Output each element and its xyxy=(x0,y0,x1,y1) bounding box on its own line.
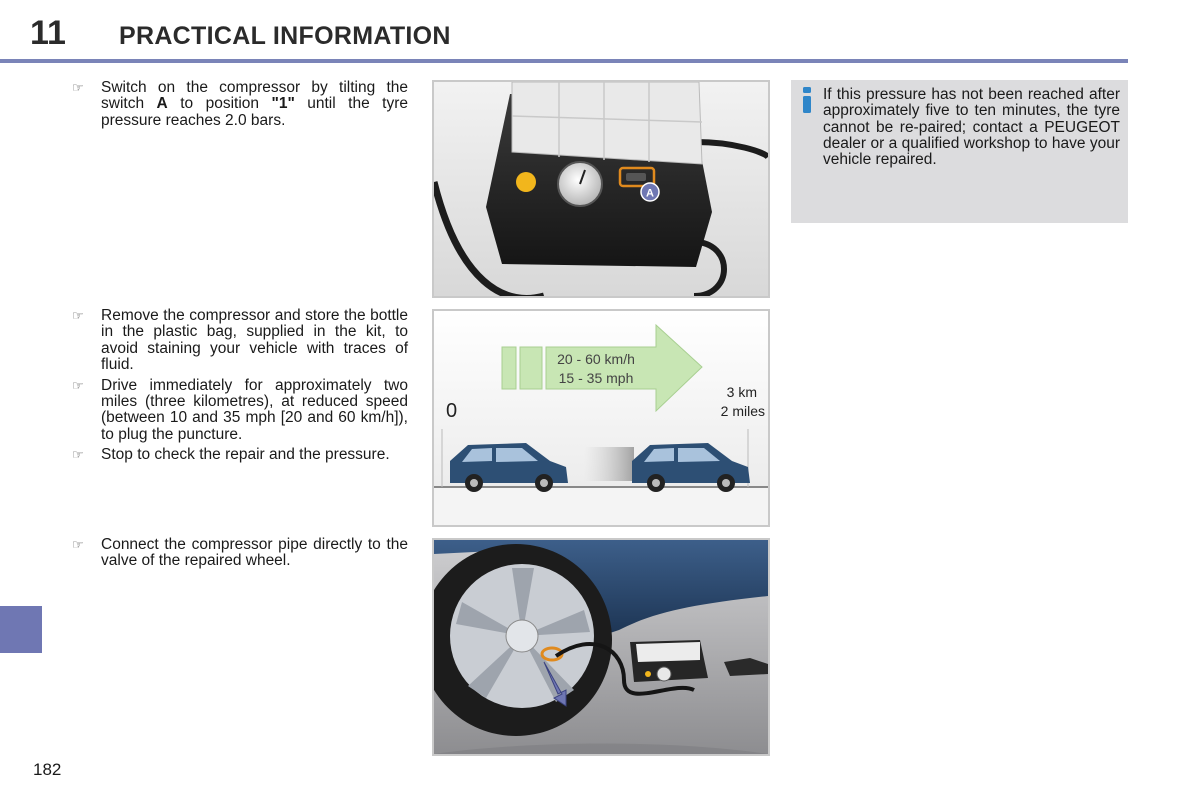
info-note-box xyxy=(791,80,1128,223)
page-title: PRACTICAL INFORMATION xyxy=(119,22,451,50)
step-stop-check xyxy=(72,447,408,463)
step5-text: Connect the compressor pipe directly to the valve of the repaired wheel. xyxy=(101,536,408,570)
pointing-hand-icon: ☞ xyxy=(72,80,84,95)
page-number: 182 xyxy=(33,760,62,779)
step-switch-on-compressor xyxy=(72,80,408,129)
chapter-side-tab xyxy=(0,606,42,653)
step-drive-immediately xyxy=(72,378,408,444)
step1-text-a: Switch on the compressor by tilting the switch xyxy=(101,79,408,113)
drive-distance-figure xyxy=(432,309,770,527)
step1-text-c: until the tyre pressure reaches 2.0 bars. xyxy=(101,95,408,129)
info-icon xyxy=(800,87,814,113)
step3-text: Drive immediately for approximately two miles (three kilometres), at reduced speed (between 10 and 35 mph [20 and 60 km/h]), to plug the puncture. xyxy=(101,376,408,443)
step-connect-pipe xyxy=(72,537,408,570)
speed-mph-label: 15 - 35 mph xyxy=(558,370,634,386)
drive-distance-diagram xyxy=(434,311,768,525)
chapter-number: 11 xyxy=(30,14,66,52)
step4-text: Stop to check the repair and the pressure. xyxy=(101,446,390,464)
distance-km-label: 3 km xyxy=(726,384,757,400)
pointing-hand-icon: ☞ xyxy=(72,377,84,393)
position-value: "1" xyxy=(271,95,295,113)
distance-miles-label: 2 miles xyxy=(720,403,765,419)
step-group-drive xyxy=(72,308,408,464)
pointing-hand-icon: ☞ xyxy=(72,537,84,552)
switch-label-a: A xyxy=(646,187,654,200)
wheel-compressor-illustration xyxy=(434,540,768,754)
step1-text-b: to position xyxy=(167,95,272,113)
header-rule xyxy=(0,59,1128,63)
pointing-hand-icon: ☞ xyxy=(72,308,84,323)
info-note-text: If this pressure has not been reached after approximately five to ten minutes, the tyre cannot be re-paired; contact a PEUGEOT dealer or a qualified workshop to have your vehicle repaired. xyxy=(823,86,1120,169)
connect-pipe-figure xyxy=(432,538,770,756)
step2-text: Remove the compressor and store the bottle in the plastic bag, supplied in the kit, to avoid staining your vehicle with traces of fluid. xyxy=(101,307,408,374)
switch-letter: A xyxy=(156,95,168,113)
compressor-illustration xyxy=(434,82,768,296)
speed-kmh-label: 20 - 60 km/h xyxy=(557,351,635,367)
step-remove-compressor xyxy=(72,308,408,374)
compressor-switch-figure xyxy=(432,80,770,298)
start-distance-label: 0 xyxy=(446,400,458,422)
pointing-hand-icon: ☞ xyxy=(72,447,84,463)
